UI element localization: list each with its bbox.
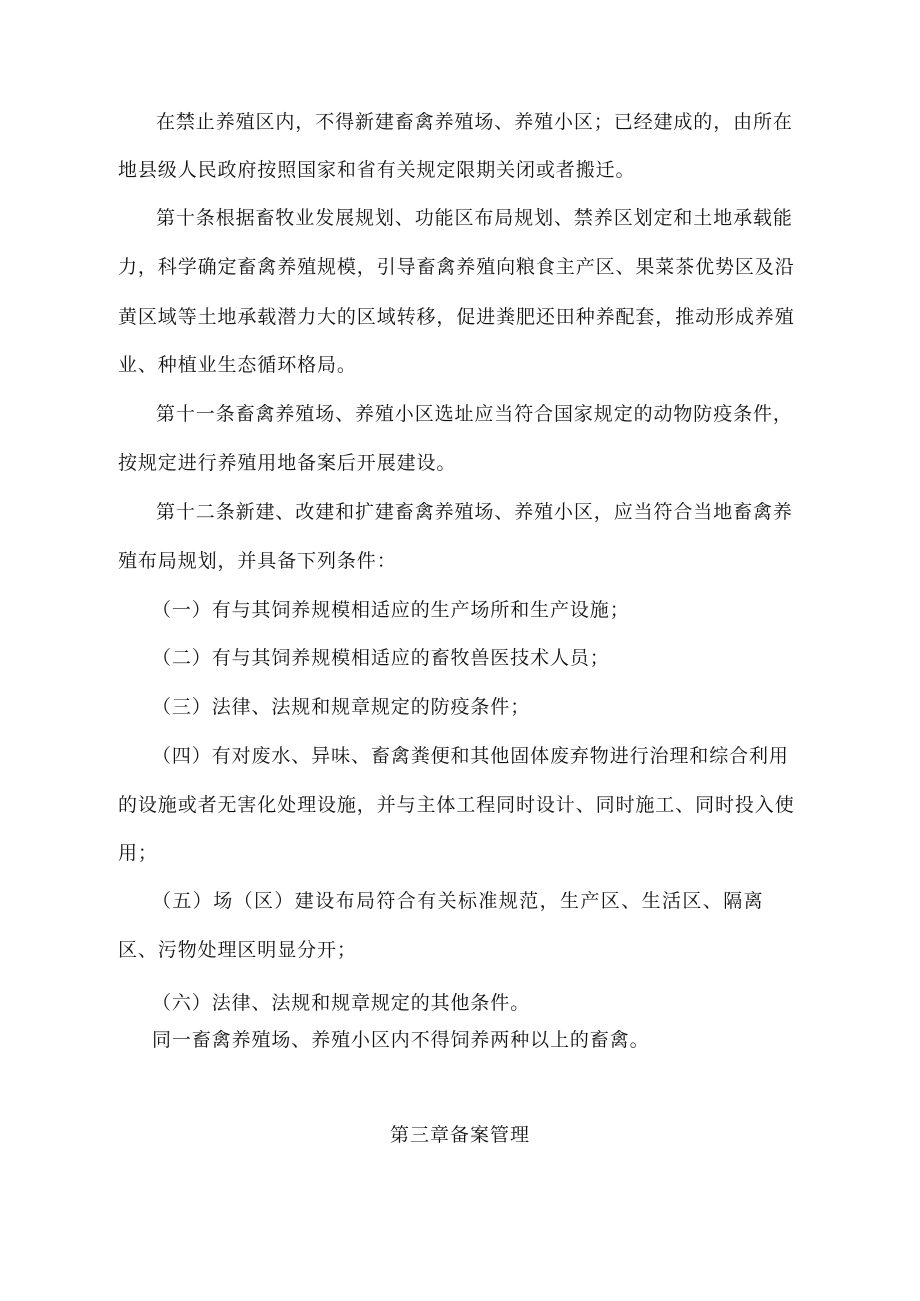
- article-10-line-2: 力，科学确定畜禽养殖规模，引导畜禽养殖向粮食主产区、果菜茶优势区及沿: [118, 256, 795, 278]
- condition-2: （二）有与其饲养规模相适应的畜牧兽医技术人员；: [152, 647, 610, 669]
- single-species-rule: 同一畜禽养殖场、养殖小区内不得饲养两种以上的畜禽。: [152, 1029, 650, 1051]
- condition-3: （三）法律、法规和规章规定的防疫条件；: [152, 696, 531, 718]
- condition-4-line-3: 用；: [118, 842, 158, 864]
- article-10-line-3: 黄区域等土地承载潜力大的区域转移，促进粪肥还田种养配套，推动形成养殖: [118, 306, 795, 328]
- article-10-line-1: 第十条根据畜牧业发展规划、功能区布局规划、禁养区划定和土地承载能: [156, 207, 793, 229]
- paragraph-prohibited-zone-line-2: 地县级人民政府按照国家和省有关规定限期关闭或者搬迁。: [118, 159, 636, 181]
- condition-1: （一）有与其饲养规模相适应的生产场所和生产设施；: [152, 599, 630, 621]
- article-11-line-1: 第十一条畜禽养殖场、养殖小区选址应当符合国家规定的动物防疫条件，: [156, 403, 793, 425]
- condition-5-line-1: （五）场（区）建设布局符合有关标准规范，生产区、生活区、隔离: [152, 890, 765, 912]
- condition-5-line-2: 区、污物处理区明显分开；: [118, 939, 357, 961]
- condition-4-line-1: （四）有对废水、异味、畜禽粪便和其他固体废弃物进行治理和综合利用: [152, 745, 789, 767]
- paragraph-prohibited-zone-line-1: 在禁止养殖区内，不得新建畜禽养殖场、养殖小区；已经建成的，由所在: [156, 111, 793, 133]
- article-12-line-1: 第十二条新建、改建和扩建畜禽养殖场、养殖小区，应当符合当地畜禽养: [156, 501, 793, 523]
- article-11-line-2: 按规定进行养殖用地备案后开展建设。: [118, 452, 457, 474]
- condition-6: （六）法律、法规和规章规定的其他条件。: [152, 992, 531, 1014]
- article-10-line-4: 业、种植业生态循环格局。: [118, 354, 357, 376]
- chapter-heading: 第三章备案管理: [389, 1124, 530, 1146]
- article-12-line-2: 殖布局规划，并具备下列条件：: [118, 550, 397, 572]
- condition-4-line-2: 的设施或者无害化处理设施，并与主体工程同时设计、同时施工、同时投入使: [118, 794, 795, 816]
